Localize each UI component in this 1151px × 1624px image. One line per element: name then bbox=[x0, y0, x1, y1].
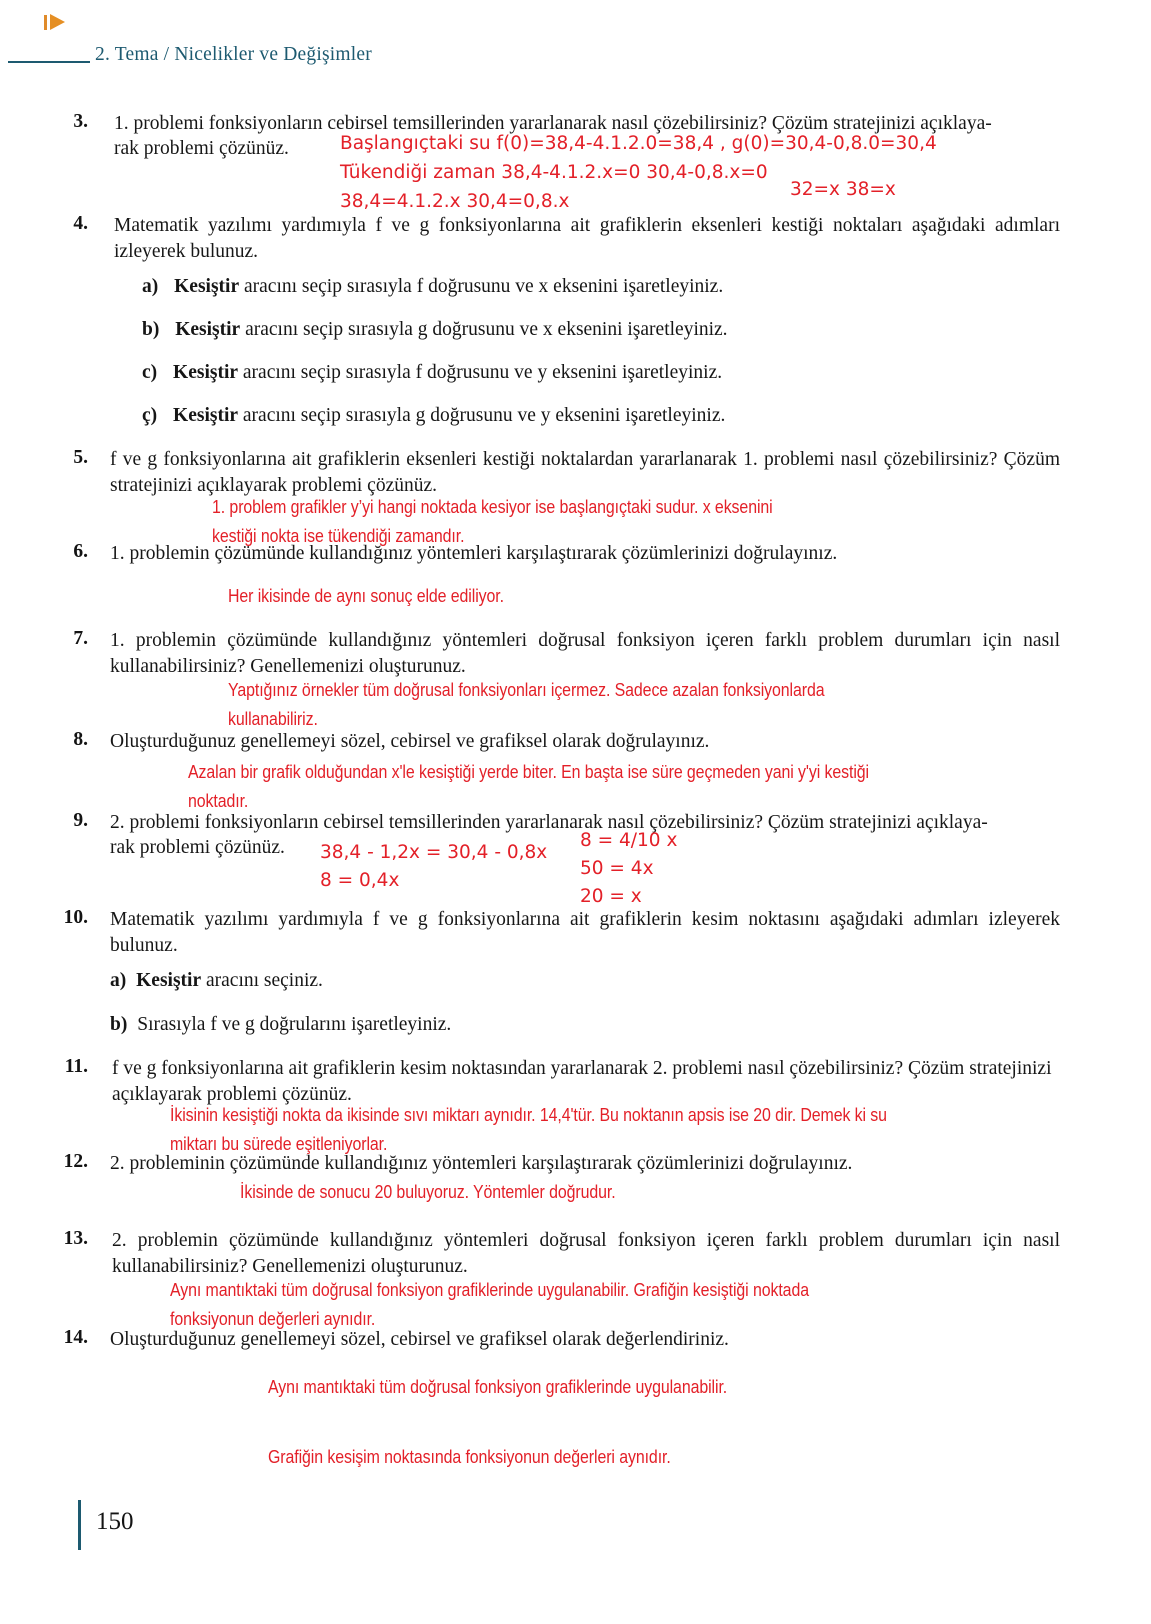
question-number-4: 4. bbox=[73, 213, 88, 234]
bullet-triangle bbox=[50, 14, 65, 30]
subitem-10-a-bold: Kesiştir bbox=[136, 970, 202, 991]
arrow-bullet-icon bbox=[44, 14, 66, 31]
annotation-q5-line1: 1. problem grafikler y’yi hangi noktada kesiyor ise başlangıçtaki sudur. x eksenini bbox=[212, 496, 773, 517]
subitem-4-cc-rest: aracını seçip sırasıyla g doğrusunu ve y eksenini işaretleyiniz. bbox=[238, 405, 726, 426]
subitem-4-cc-label: ç) bbox=[142, 405, 158, 426]
subitem-4-a-rest: aracını seçip sırasıyla f doğrusunu ve x eksenini işaretleyiniz. bbox=[239, 276, 724, 297]
question-text-3: 1. problemi fonksiyonların cebirsel temsillerinden yararlanarak nasıl çözebilirsiniz? Çözüm stratejinizi açıklaya- bbox=[114, 113, 992, 134]
question-number-6: 6. bbox=[73, 541, 88, 562]
subitem-10-a-rest: aracını seçiniz. bbox=[201, 970, 323, 991]
annotation-q9-right-line3: 20 = x bbox=[580, 886, 642, 907]
question-number-13: 13. bbox=[63, 1228, 88, 1249]
question-text-14: Oluşturduğunuz genellemeyi sözel, cebirsel ve grafiksel olarak değerlendiriniz. bbox=[110, 1329, 729, 1350]
subitem-10-b-rest: Sırasıyla f ve g doğrularını işaretleyiniz. bbox=[137, 1014, 452, 1035]
subitem-10-a bbox=[110, 968, 1010, 993]
annotation-q3-line2: Tükendiği zaman 38,4-4.1.2.x=0 30,4-0,8.x=0 bbox=[340, 162, 768, 183]
annotation-q9-right-line1: 8 = 4/10 x bbox=[580, 830, 678, 851]
annotation-q8-line2: noktadır. bbox=[188, 790, 249, 811]
question-number-8: 8. bbox=[73, 729, 88, 750]
subitem-4-a bbox=[142, 274, 1042, 299]
annotation-q7-line1: Yaptığınız örnekler tüm doğrusal fonksiyonları içermez. Sadece azalan fonksiyonlarda bbox=[228, 679, 825, 700]
annotation-q7-line2: kullanabiliriz. bbox=[228, 708, 318, 729]
question-text-9: 2. problemi fonksiyonların cebirsel temsillerinden yararlanarak nasıl çözebilirsiniz? Çözüm stratejinizi açıklaya- bbox=[110, 812, 988, 833]
footer-rule bbox=[78, 1500, 81, 1550]
subitem-4-cc-bold: Kesiştir bbox=[173, 405, 239, 426]
page-title: 2. Tema / Nicelikler ve Değişimler bbox=[95, 44, 372, 65]
page-header bbox=[0, 44, 1151, 74]
subitem-4-a-label: a) bbox=[142, 276, 159, 297]
question-text-6: 1. problemin çözümünde kullandığınız yöntemleri karşılaştırarak çözümlerinizi doğrulayınız. bbox=[110, 543, 838, 564]
page-number: 150 bbox=[96, 1508, 134, 1535]
subitem-10-b bbox=[110, 1012, 1010, 1037]
question-text-5: f ve g fonksiyonlarına ait grafiklerin eksenleri kestiği noktalardan yararlanarak 1. problemi nasıl çözebilirsiniz? Çözüm stratejinizi açıklayarak problemi çözünüz. bbox=[110, 449, 1060, 496]
subitem-4-c-bold: Kesiştir bbox=[173, 362, 239, 383]
question-text-12: 2. probleminin çözümünde kullandığınız yöntemleri karşılaştırarak çözümlerinizi doğrulayınız. bbox=[110, 1153, 853, 1174]
annotation-q3-line1: Başlangıçtaki su f(0)=38,4-4.1.2.0=38,4 , g(0)=30,4-0,8.0=30,4 bbox=[340, 133, 937, 154]
question-number-3: 3. bbox=[73, 111, 88, 132]
question-text-8: Oluşturduğunuz genellemeyi sözel, cebirsel ve grafiksel olarak doğrulayınız. bbox=[110, 731, 710, 752]
annotation-q9-left-line2: 8 = 0,4x bbox=[320, 870, 400, 891]
question-text-3-cont: rak problemi çözünüz. bbox=[114, 138, 289, 159]
annotation-q14-line2: Grafiğin kesişim noktasında fonksiyonun değerleri aynıdır. bbox=[268, 1446, 671, 1467]
subitem-4-b-label: b) bbox=[142, 319, 160, 340]
header-rule bbox=[8, 61, 90, 63]
question-number-5: 5. bbox=[73, 447, 88, 468]
annotation-q14-line1: Aynı mantıktaki tüm doğrusal fonksiyon grafiklerinde uygulanabilir. bbox=[268, 1376, 728, 1397]
question-text-4: Matematik yazılımı yardımıyla f ve g fonksiyonlarına ait grafiklerin eksenleri kestiği noktaları aşağıdaki adımları izleyerek bulunuz. bbox=[114, 215, 1060, 262]
question-number-11: 11. bbox=[64, 1056, 88, 1077]
question-number-14: 14. bbox=[63, 1327, 88, 1348]
question-text-9-cont: rak problemi çözünüz. bbox=[110, 837, 285, 858]
subitem-10-b-label: b) bbox=[110, 1014, 128, 1035]
annotation-q13-line2: fonksiyonun değerleri aynıdır. bbox=[170, 1308, 376, 1329]
annotation-q13-line1: Aynı mantıktaki tüm doğrusal fonksiyon grafiklerinde uygulanabilir. Grafiğin kesiştiği noktada bbox=[170, 1279, 809, 1300]
bullet-bar bbox=[44, 15, 47, 30]
subitem-4-c-rest: aracını seçip sırasıyla f doğrusunu ve y eksenini işaretleyiniz. bbox=[238, 362, 723, 383]
annotation-q11-line1: İkisinin kesiştiği nokta da ikisinde sıvı miktarı aynıdır. 14,4'tür. Bu noktanın apsis ise 20 dir. Demek ki su bbox=[170, 1104, 887, 1125]
annotation-q11-line2: miktarı bu sürede eşitleniyorlar. bbox=[170, 1133, 388, 1154]
page-footer bbox=[78, 1500, 278, 1554]
annotation-q6: Her ikisinde de aynı sonuç elde ediliyor. bbox=[228, 585, 504, 606]
question-number-7: 7. bbox=[73, 628, 88, 649]
subitem-4-b bbox=[142, 317, 1042, 342]
subitem-4-c-cedilla bbox=[142, 403, 1042, 428]
annotation-q3-line3: 38,4=4.1.2.x 30,4=0,8.x bbox=[340, 191, 570, 212]
question-number-9: 9. bbox=[73, 810, 88, 831]
question-text-13: 2. problemin çözümünde kullandığınız yöntemleri doğrusal fonksiyon içeren farklı problem durumları için nasıl kullanabilirsiniz? Genellemenizi oluşturunuz. bbox=[112, 1230, 1060, 1277]
annotation-q9-left-line1: 38,4 - 1,2x = 30,4 - 0,8x bbox=[320, 842, 548, 863]
annotation-q9-right-line2: 50 = 4x bbox=[580, 858, 654, 879]
annotation-q3-right: 32=x 38=x bbox=[790, 179, 896, 200]
question-text-7: 1. problemin çözümünde kullandığınız yöntemleri doğrusal fonksiyon içeren farklı problem durumları için nasıl kullanabilirsiniz? Genellemenizi oluşturunuz. bbox=[110, 630, 1060, 677]
question-text-10: Matematik yazılımı yardımıyla f ve g fonksiyonlarına ait grafiklerin kesim noktasını aşağıdaki adımları izleyerek bulunuz. bbox=[110, 909, 1060, 956]
subitem-4-c bbox=[142, 360, 1042, 385]
annotation-q12: İkisinde de sonucu 20 buluyoruz. Yöntemler doğrudur. bbox=[240, 1181, 616, 1202]
subitem-4-b-bold: Kesiştir bbox=[175, 319, 241, 340]
annotation-q8-line1: Azalan bir grafik olduğundan x'le kesiştiği yerde biter. En başta ise süre geçmeden yani y'yi kestiği bbox=[188, 761, 870, 782]
subitem-4-a-bold: Kesiştir bbox=[174, 276, 240, 297]
subitem-10-a-label: a) bbox=[110, 970, 127, 991]
question-text-11: f ve g fonksiyonlarına ait grafiklerin kesim noktasından yararlanarak 2. problemi nasıl çözebilirsiniz? Çözüm stratejinizi açıklayarak problemi çözünüz. bbox=[112, 1058, 1052, 1105]
question-number-12: 12. bbox=[63, 1151, 88, 1172]
question-number-10: 10. bbox=[63, 907, 88, 928]
annotation-q5-line2: kestiği nokta ise tükendiği zamandır. bbox=[212, 525, 465, 546]
subitem-4-c-label: c) bbox=[142, 362, 158, 383]
subitem-4-b-rest: aracını seçip sırasıyla g doğrusunu ve x eksenini işaretleyiniz. bbox=[240, 319, 728, 340]
